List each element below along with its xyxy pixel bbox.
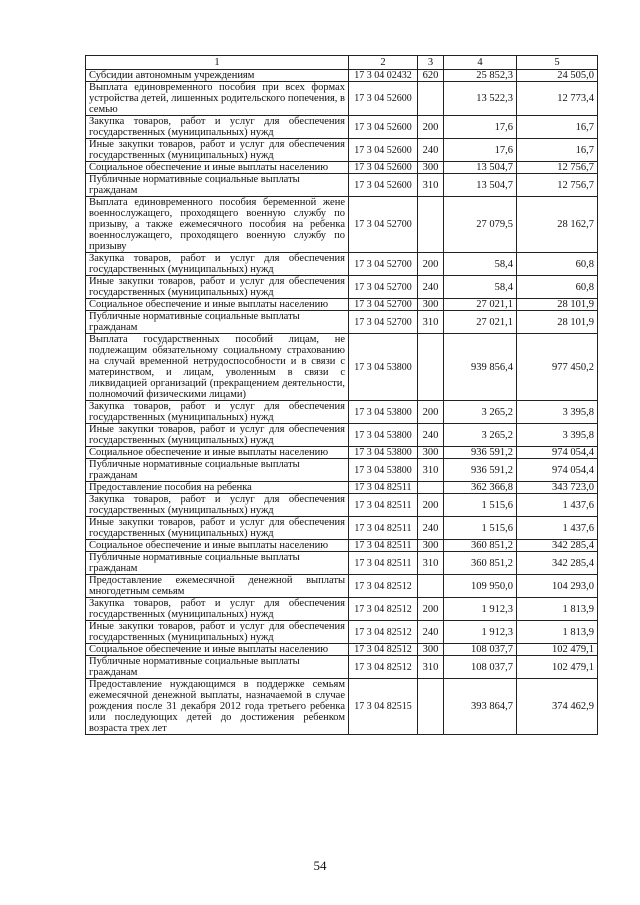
row-amount-col4-cell: 58,4: [444, 276, 517, 299]
row-name-cell: Социальное обеспечение и иные выплаты населению: [86, 447, 349, 459]
row-name-cell: Публичные нормативные социальные выплаты гражданам: [86, 311, 349, 334]
row-amount-col4-cell: 939 856,4: [444, 334, 517, 401]
row-amount-col4-cell: 108 037,7: [444, 644, 517, 656]
row-expense-type-cell: 310: [418, 656, 444, 679]
table-header-row: [86, 56, 598, 70]
row-name-cell: Закупка товаров, работ и услуг для обеспечения государственных (муниципальных) нужд: [86, 116, 349, 139]
row-amount-col5-cell: 1 813,9: [517, 598, 598, 621]
table-row: [86, 311, 598, 334]
row-code-cell: 17 3 04 82511: [349, 482, 418, 494]
row-code-cell: 17 3 04 53800: [349, 424, 418, 447]
row-amount-col5-cell: 974 054,4: [517, 459, 598, 482]
row-name-cell: Иные закупки товаров, работ и услуг для обеспечения государственных (муниципальных) нужд: [86, 621, 349, 644]
table-row: [86, 644, 598, 656]
row-amount-col5-cell: 12 773,4: [517, 82, 598, 116]
row-amount-col5-cell: 60,8: [517, 253, 598, 276]
table-row: [86, 540, 598, 552]
row-amount-col5-cell: 28 101,9: [517, 299, 598, 311]
row-code-cell: 17 3 04 82512: [349, 621, 418, 644]
row-expense-type-cell: 300: [418, 162, 444, 174]
row-expense-type-cell: 300: [418, 447, 444, 459]
row-amount-col4-cell: 13 504,7: [444, 174, 517, 197]
table-row: [86, 494, 598, 517]
row-amount-col4-cell: 3 265,2: [444, 401, 517, 424]
row-code-cell: 17 3 04 52600: [349, 162, 418, 174]
row-name-cell: Выплата единовременного пособия беременной жене военнослужащего, проходящего военную службу по призыву, а также ежемесячного пособия на ребенка военнослужащего, проходящего военную службу по призыву: [86, 197, 349, 253]
row-amount-col5-cell: 12 756,7: [517, 174, 598, 197]
table-row: [86, 82, 598, 116]
row-amount-col5-cell: 3 395,8: [517, 401, 598, 424]
table-row: [86, 552, 598, 575]
row-amount-col4-cell: 109 950,0: [444, 575, 517, 598]
row-expense-type-cell: 300: [418, 644, 444, 656]
row-name-cell: Выплата государственных пособий лицам, не подлежащим обязательному социальному страхованию на случай временной нетрудоспособности и в связи с материнством, и лицам, уволенным в связи с ликвидацией организаций (прекращением деятельности, полномочий физическими лицами): [86, 334, 349, 401]
row-code-cell: 17 3 04 52600: [349, 116, 418, 139]
row-name-cell: Публичные нормативные социальные выплаты гражданам: [86, 552, 349, 575]
row-amount-col5-cell: 104 293,0: [517, 575, 598, 598]
row-name-cell: Закупка товаров, работ и услуг для обеспечения государственных (муниципальных) нужд: [86, 253, 349, 276]
row-expense-type-cell: 240: [418, 424, 444, 447]
row-code-cell: 17 3 04 52700: [349, 299, 418, 311]
row-amount-col4-cell: 13 522,3: [444, 82, 517, 116]
table-row: [86, 334, 598, 401]
row-amount-col4-cell: 58,4: [444, 253, 517, 276]
row-amount-col4-cell: 25 852,3: [444, 70, 517, 82]
row-expense-type-cell: [418, 482, 444, 494]
row-amount-col5-cell: 1 437,6: [517, 517, 598, 540]
row-expense-type-cell: 240: [418, 276, 444, 299]
row-code-cell: 17 3 04 02432: [349, 70, 418, 82]
row-amount-col4-cell: 27 079,5: [444, 197, 517, 253]
row-amount-col5-cell: 102 479,1: [517, 656, 598, 679]
table-row: [86, 447, 598, 459]
row-amount-col4-cell: 362 366,8: [444, 482, 517, 494]
row-amount-col5-cell: 16,7: [517, 139, 598, 162]
row-amount-col5-cell: 1 813,9: [517, 621, 598, 644]
row-code-cell: 17 3 04 52700: [349, 276, 418, 299]
table-row: [86, 401, 598, 424]
row-code-cell: 17 3 04 82511: [349, 540, 418, 552]
row-name-cell: Закупка товаров, работ и услуг для обеспечения государственных (муниципальных) нужд: [86, 401, 349, 424]
budget-table: [85, 55, 598, 735]
table-row: [86, 517, 598, 540]
row-name-cell: Публичные нормативные социальные выплаты гражданам: [86, 174, 349, 197]
row-name-cell: Иные закупки товаров, работ и услуг для обеспечения государственных (муниципальных) нужд: [86, 517, 349, 540]
table-row: [86, 656, 598, 679]
row-amount-col5-cell: 342 285,4: [517, 552, 598, 575]
table-row: [86, 162, 598, 174]
row-amount-col4-cell: 17,6: [444, 139, 517, 162]
table-row: [86, 482, 598, 494]
column-header-1: 1: [86, 56, 349, 70]
row-amount-col4-cell: 1 912,3: [444, 621, 517, 644]
row-code-cell: 17 3 04 52700: [349, 253, 418, 276]
column-header-3: 3: [418, 56, 444, 70]
row-name-cell: Предоставление ежемесячной денежной выплаты многодетным семьям: [86, 575, 349, 598]
row-amount-col4-cell: 936 591,2: [444, 459, 517, 482]
table-row: [86, 253, 598, 276]
row-amount-col4-cell: 1 515,6: [444, 517, 517, 540]
table-row: [86, 621, 598, 644]
row-code-cell: 17 3 04 82512: [349, 656, 418, 679]
row-amount-col5-cell: 28 162,7: [517, 197, 598, 253]
row-name-cell: Социальное обеспечение и иные выплаты населению: [86, 644, 349, 656]
table-row: [86, 197, 598, 253]
row-code-cell: 17 3 04 82512: [349, 598, 418, 621]
row-amount-col4-cell: 1 515,6: [444, 494, 517, 517]
row-name-cell: Закупка товаров, работ и услуг для обеспечения государственных (муниципальных) нужд: [86, 494, 349, 517]
table-row: [86, 424, 598, 447]
row-name-cell: Иные закупки товаров, работ и услуг для обеспечения государственных (муниципальных) нужд: [86, 276, 349, 299]
row-expense-type-cell: 240: [418, 621, 444, 644]
table-row: [86, 575, 598, 598]
table-row: [86, 299, 598, 311]
row-expense-type-cell: 620: [418, 70, 444, 82]
row-code-cell: 17 3 04 52700: [349, 197, 418, 253]
row-expense-type-cell: [418, 575, 444, 598]
row-expense-type-cell: 200: [418, 598, 444, 621]
row-amount-col4-cell: 360 851,2: [444, 540, 517, 552]
row-expense-type-cell: 310: [418, 174, 444, 197]
row-code-cell: 17 3 04 52600: [349, 174, 418, 197]
table-row: [86, 679, 598, 735]
row-code-cell: 17 3 04 53800: [349, 401, 418, 424]
row-expense-type-cell: [418, 82, 444, 116]
row-code-cell: 17 3 04 52700: [349, 311, 418, 334]
row-amount-col5-cell: 102 479,1: [517, 644, 598, 656]
row-amount-col5-cell: 28 101,9: [517, 311, 598, 334]
row-expense-type-cell: 300: [418, 299, 444, 311]
row-amount-col5-cell: 3 395,8: [517, 424, 598, 447]
row-amount-col5-cell: 1 437,6: [517, 494, 598, 517]
row-name-cell: Иные закупки товаров, работ и услуг для обеспечения государственных (муниципальных) нужд: [86, 424, 349, 447]
row-name-cell: Предоставление пособия на ребенка: [86, 482, 349, 494]
row-code-cell: 17 3 04 82511: [349, 494, 418, 517]
row-code-cell: 17 3 04 53800: [349, 459, 418, 482]
row-amount-col5-cell: 24 505,0: [517, 70, 598, 82]
column-header-5: 5: [517, 56, 598, 70]
table-row: [86, 276, 598, 299]
row-amount-col5-cell: 12 756,7: [517, 162, 598, 174]
row-expense-type-cell: [418, 679, 444, 735]
column-header-2: 2: [349, 56, 418, 70]
row-amount-col5-cell: 342 285,4: [517, 540, 598, 552]
row-name-cell: Социальное обеспечение и иные выплаты населению: [86, 162, 349, 174]
row-amount-col5-cell: 977 450,2: [517, 334, 598, 401]
row-name-cell: Публичные нормативные социальные выплаты гражданам: [86, 656, 349, 679]
row-expense-type-cell: 310: [418, 311, 444, 334]
row-name-cell: Иные закупки товаров, работ и услуг для обеспечения государственных (муниципальных) нужд: [86, 139, 349, 162]
row-expense-type-cell: [418, 197, 444, 253]
row-amount-col5-cell: 60,8: [517, 276, 598, 299]
row-amount-col4-cell: 393 864,7: [444, 679, 517, 735]
row-code-cell: 17 3 04 82512: [349, 575, 418, 598]
row-name-cell: Социальное обеспечение и иные выплаты населению: [86, 299, 349, 311]
row-expense-type-cell: 200: [418, 253, 444, 276]
row-expense-type-cell: 200: [418, 116, 444, 139]
table-row: [86, 139, 598, 162]
row-code-cell: 17 3 04 53800: [349, 447, 418, 459]
column-header-4: 4: [444, 56, 517, 70]
row-amount-col5-cell: 16,7: [517, 116, 598, 139]
row-amount-col4-cell: 360 851,2: [444, 552, 517, 575]
row-name-cell: Субсидии автономным учреждениям: [86, 70, 349, 82]
row-amount-col4-cell: 27 021,1: [444, 299, 517, 311]
row-name-cell: Закупка товаров, работ и услуг для обеспечения государственных (муниципальных) нужд: [86, 598, 349, 621]
row-name-cell: Публичные нормативные социальные выплаты гражданам: [86, 459, 349, 482]
row-code-cell: 17 3 04 82511: [349, 517, 418, 540]
row-amount-col4-cell: 27 021,1: [444, 311, 517, 334]
table-row: [86, 116, 598, 139]
row-amount-col5-cell: 343 723,0: [517, 482, 598, 494]
row-code-cell: 17 3 04 82511: [349, 552, 418, 575]
row-expense-type-cell: 240: [418, 139, 444, 162]
row-code-cell: 17 3 04 53800: [349, 334, 418, 401]
row-expense-type-cell: 300: [418, 540, 444, 552]
row-code-cell: 17 3 04 52600: [349, 82, 418, 116]
row-name-cell: Выплата единовременного пособия при всех формах устройства детей, лишенных родительского попечения, в семью: [86, 82, 349, 116]
row-expense-type-cell: 200: [418, 401, 444, 424]
row-amount-col4-cell: 108 037,7: [444, 656, 517, 679]
row-code-cell: 17 3 04 82515: [349, 679, 418, 735]
row-name-cell: Предоставление нуждающимся в поддержке семьям ежемесячной денежной выплаты, назначаемой в случае рождения после 31 декабря 2012 года третьего ребенка или последующих детей до достижения ребенком возраста трех лет: [86, 679, 349, 735]
row-amount-col4-cell: 17,6: [444, 116, 517, 139]
row-name-cell: Социальное обеспечение и иные выплаты населению: [86, 540, 349, 552]
table-row: [86, 598, 598, 621]
row-code-cell: 17 3 04 52600: [349, 139, 418, 162]
row-code-cell: 17 3 04 82512: [349, 644, 418, 656]
row-amount-col4-cell: 13 504,7: [444, 162, 517, 174]
row-amount-col4-cell: 936 591,2: [444, 447, 517, 459]
row-amount-col5-cell: 974 054,4: [517, 447, 598, 459]
row-amount-col4-cell: 3 265,2: [444, 424, 517, 447]
table-row: [86, 459, 598, 482]
row-expense-type-cell: 310: [418, 459, 444, 482]
row-expense-type-cell: 310: [418, 552, 444, 575]
row-expense-type-cell: [418, 334, 444, 401]
table-row: [86, 174, 598, 197]
row-amount-col5-cell: 374 462,9: [517, 679, 598, 735]
row-expense-type-cell: 200: [418, 494, 444, 517]
table-row: [86, 70, 598, 82]
page-number: 54: [313, 858, 327, 873]
row-amount-col4-cell: 1 912,3: [444, 598, 517, 621]
row-expense-type-cell: 240: [418, 517, 444, 540]
